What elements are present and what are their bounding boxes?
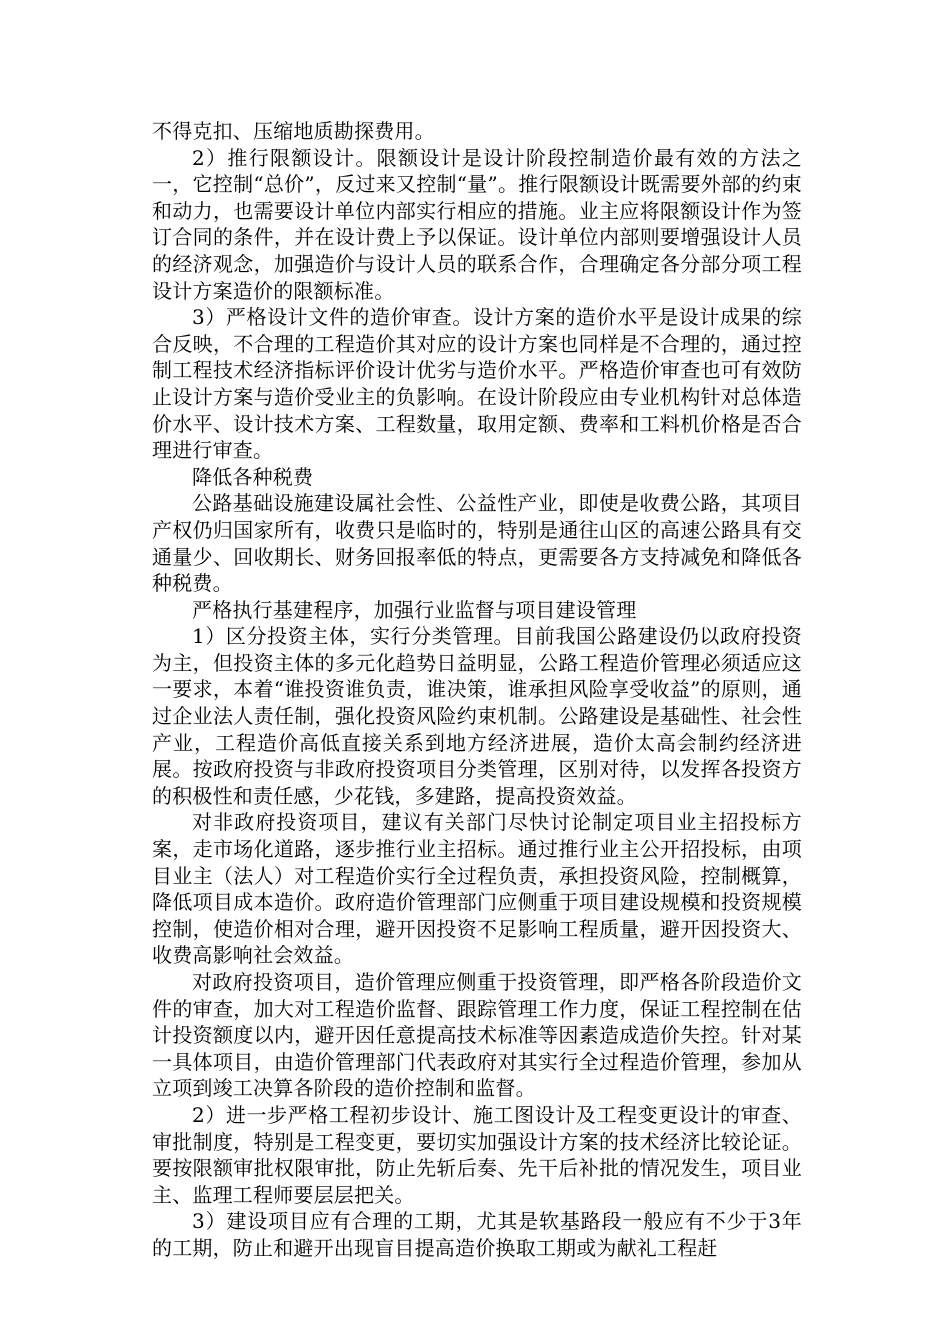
paragraph: 3）建设项目应有合理的工期，尤其是软基路段一般应有不少于3年的工期，防止和避开出现盲目提高造价换取工期或为献礼工程赶 [152,1209,802,1260]
paragraph: 2）推行限额设计。限额设计是设计阶段控制造价最有效的方法之一，它控制“总价”，反过来又控制“量”。推行限额设计既需要外部的约束和动力，也需要设计单位内部实行相应的措施。业主应将限额设计作为签订合同的条件，并在设计费上予以保证。设计单位内部则要增强设计人员的经济观念，加强造价与设计人员的联系合作，合理确定各分部分项工程设计方案造价的限额标准。 [152,145,802,303]
section-heading: 严格执行基建程序，加强行业监督与项目建设管理 [192,597,637,622]
document-body [152,118,802,1262]
paragraph: 3）严格设计文件的造价审查。设计方案的造价水平是设计成果的综合反映，不合理的工程造价其对应的设计方案也同样是不合理的，通过控制工程技术经济指标评价设计优劣与造价水平。严格造价审查也可有效防止设计方案与造价受业主的负影响。在设计阶段应由专业机构针对总体造价水平、设计技术方案、工程数量，取用定额、费率和工料机价格是否合理进行审查。 [152,305,802,463]
paragraph: 对非政府投资项目，建议有关部门尽快讨论制定项目业主招投标方案，走市场化道路，逐步推行业主招标。通过推行业主公开招投标，由项目业主（法人）对工程造价实行全过程负责，承担投资风险，控制概算，降低项目成本造价。政府造价管理部门应侧重于项目建设规模和投资规模控制，使造价相对合理，避开因投资不足影响工程质量，避开因投资大、收费高影响社会效益。 [152,810,802,968]
section-heading: 降低各种税费 [192,464,314,489]
paragraph: 2）进一步严格工程初步设计、施工图设计及工程变更设计的审查、审批制度，特别是工程变更，要切实加强设计方案的技术经济比较论证。要按限额审批权限审批，防止先斩后奏、先干后补批的情况发生，项目业主、监理工程师要层层把关。 [152,1102,802,1207]
paragraph: 对政府投资项目，造价管理应侧重于投资管理，即严格各阶段造价文件的审查，加大对工程造价监督、跟踪管理工作力度，保证工程控制在估计投资额度以内，避开因任意提高技术标准等因素造成造价失控。针对某一具体项目，由造价管理部门代表政府对其实行全过程造价管理，参加从立项到竣工决算各阶段的造价控制和监督。 [152,970,802,1101]
paragraph: 公路基础设施建设属社会性、公益性产业，即使是收费公路，其项目产权仍归国家所有，收费只是临时的，特别是通往山区的高速公路具有交通量少、回收期长、财务回报率低的特点，更需要各方支持减免和降低各种税费。 [152,491,802,596]
paragraph: 不得克扣、压缩地质勘探费用。 [152,119,435,143]
paragraph: 1）区分投资主体，实行分类管理。目前我国公路建设仍以政府投资为主，但投资主体的多元化趋势日益明显，公路工程造价管理必须适应这一要求，本着“谁投资谁负责，谁决策，谁承担风险享受收益”的原则，通过企业法人责任制，强化投资风险约束机制。公路建设是基础性、社会性产业，工程造价高低直接关系到地方经济进展，造价太高会制约经济进展。按政府投资与非政府投资项目分类管理，区别对待，以发挥各投资方的积极性和责任感，少花钱，多建路，提高投资效益。 [152,624,802,808]
